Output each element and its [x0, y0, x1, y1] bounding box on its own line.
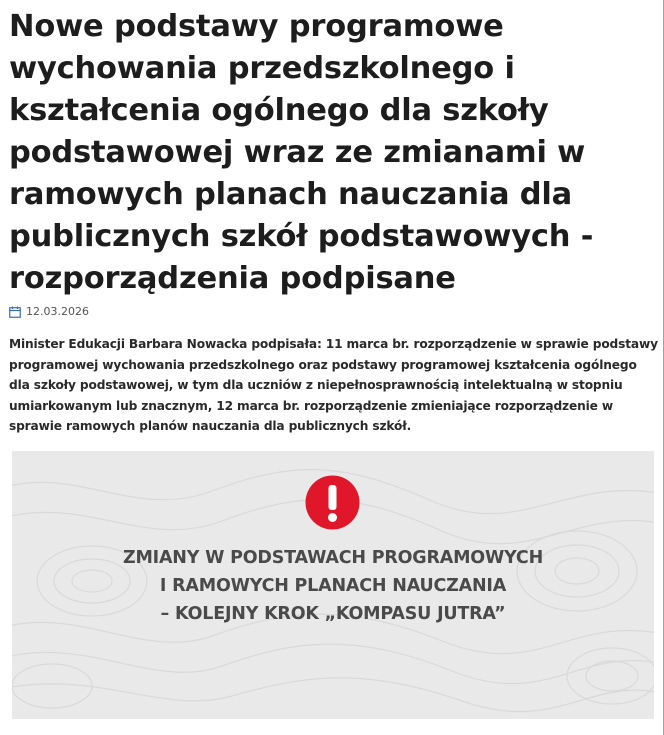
article-banner-image[interactable]	[12, 451, 654, 719]
exclamation-icon	[305, 475, 360, 530]
article-title: Nowe podstawy programowe wychowania przedszkolnego i kształcenia ogólnego dla szkoły podstawowej wraz ze zmianami w ramowych planach nauczania dla publicznych szkół podstawowych - rozporządzenia podpisane	[9, 9, 594, 296]
banner-line-2: I RAMOWYCH PLANACH NAUCZANIA	[159, 576, 507, 596]
banner-line-3: – KOLEJNY KROK „KOMPASU JUTRA”	[160, 604, 506, 624]
article-date	[9, 305, 89, 318]
article-lead: Minister Edukacji Barbara Nowacka podpisała: 11 marca br. rozporządzenie w sprawie podstawy programowej wychowania przedszkolnego oraz podstawy programowej kształcenia ogólnego dla szkoły podstawowej, w tym dla uczniów z niepełnosprawnością intelektualną w stopniu umiarkowanym lub znacznym, 12 marca br. rozporządzenie zmieniające rozporządzenie w sprawie ramowych planów nauczania dla publicznych szkół.	[9, 337, 658, 433]
date-text: 12.03.2026	[26, 305, 89, 318]
calendar-icon	[9, 306, 21, 318]
banner-line-1: ZMIANY W PODSTAWACH PROGRAMOWYCH	[122, 548, 544, 568]
banner-headline	[12, 544, 654, 628]
